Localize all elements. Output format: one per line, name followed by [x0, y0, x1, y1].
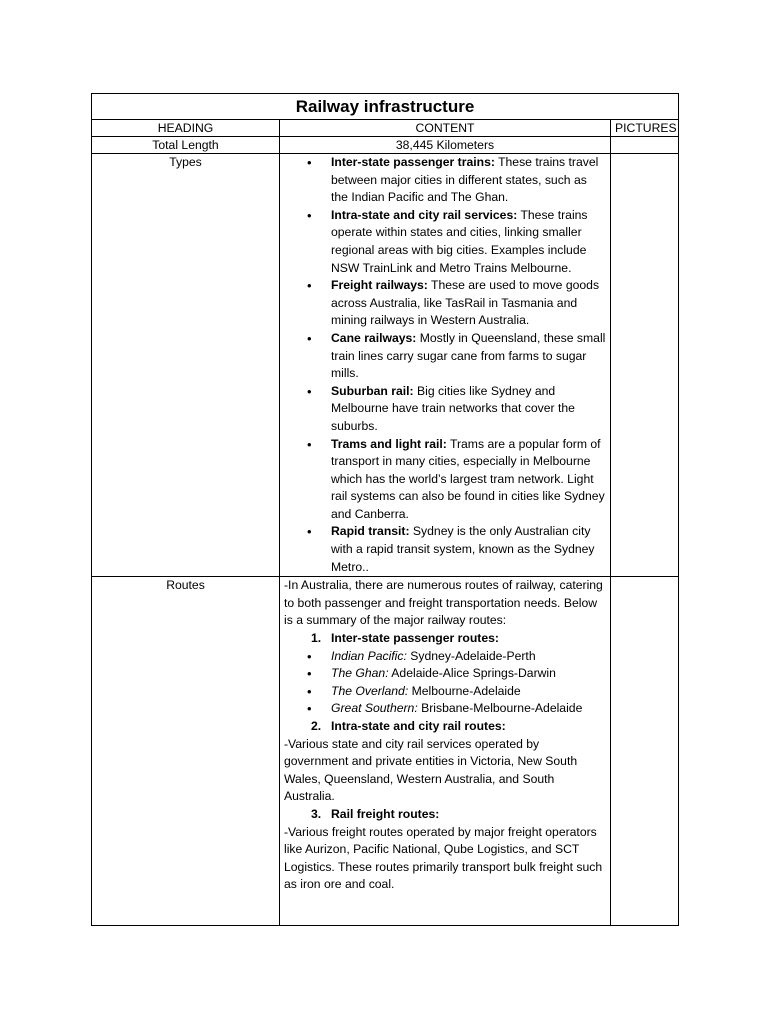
types-list	[284, 154, 606, 576]
list-item: • The Ghan: Adelaide-Alice Springs-Darwin	[331, 665, 606, 683]
section3-text: -Various freight routes operated by major freight operators like Aurizon, Pacific National, Qube Logistics, and SCT Logistics. These routes primarily transport bulk freight such as iron ore and coal.	[284, 824, 603, 892]
section2-heading: 2. Intra-state and city rail routes:	[311, 719, 506, 733]
list-item: • Trams and light rail: Trams are a popular form of transport in many cities, especially in Melbourne which has the world’s largest tram network. Light rail systems can also be found in cities like Sydney and Canberra.	[331, 436, 606, 524]
routes-row	[92, 577, 679, 926]
types-row	[92, 154, 679, 577]
routes-content	[280, 577, 611, 926]
types-label: Types	[92, 154, 280, 577]
railway-table	[91, 93, 679, 926]
header-heading: HEADING	[92, 120, 280, 137]
types-content	[280, 154, 611, 577]
list-item: • Freight railways: These are used to move goods across Australia, like TasRail in Tasmania and mining railways in Western Australia.	[331, 277, 606, 330]
list-item: • Cane railways: Mostly in Queensland, these small train lines carry sugar cane from farms to sugar mills.	[331, 330, 606, 383]
section2-text: -Various state and city rail services operated by government and private entities in Victoria, New South Wales, Queensland, Western Australia, and South Australia.	[284, 736, 578, 804]
list-item: • Rapid transit: Sydney is the only Australian city with a rapid transit system, known as the Sydney Metro..	[331, 523, 606, 576]
section3-heading: 3. Rail freight routes:	[311, 806, 440, 821]
list-item: • Suburban rail: Big cities like Sydney and Melbourne have train networks that cover the suburbs.	[331, 383, 606, 436]
list-item: • The Overland: Melbourne-Adelaide	[331, 683, 606, 701]
total-length-value: 38,445 Kilometers	[280, 137, 611, 154]
header-content: CONTENT	[280, 120, 611, 137]
routes-intro: -In Australia, there are numerous routes of railway, catering to both passenger and freight transportation needs. Below is a summary of the major railway routes:	[284, 578, 603, 628]
routes-pictures	[611, 577, 679, 926]
list-item: • Indian Pacific: Sydney-Adelaide-Perth	[331, 648, 606, 666]
routes-label: Routes	[92, 577, 280, 926]
total-length-pictures	[611, 137, 679, 154]
header-row	[92, 120, 679, 137]
passenger-routes-list	[284, 648, 606, 718]
list-item: • Intra-state and city rail services: These trains operate within states and cities, linking smaller regional areas with big cities. Examples include NSW TrainLink and Metro Trains Melbourne.	[331, 207, 606, 277]
total-length-row	[92, 137, 679, 154]
list-item: • Great Southern: Brisbane-Melbourne-Adelaide	[331, 700, 606, 718]
section1-heading: 1. Inter-state passenger routes:	[311, 631, 499, 646]
header-pictures: PICTURES	[611, 120, 679, 137]
total-length-label: Total Length	[92, 137, 280, 154]
table-title: Railway infrastructure	[92, 94, 679, 120]
types-pictures	[611, 154, 679, 577]
list-item: • Inter-state passenger trains: These trains travel between major cities in different states, such as the Indian Pacific and The Ghan.	[331, 154, 606, 207]
